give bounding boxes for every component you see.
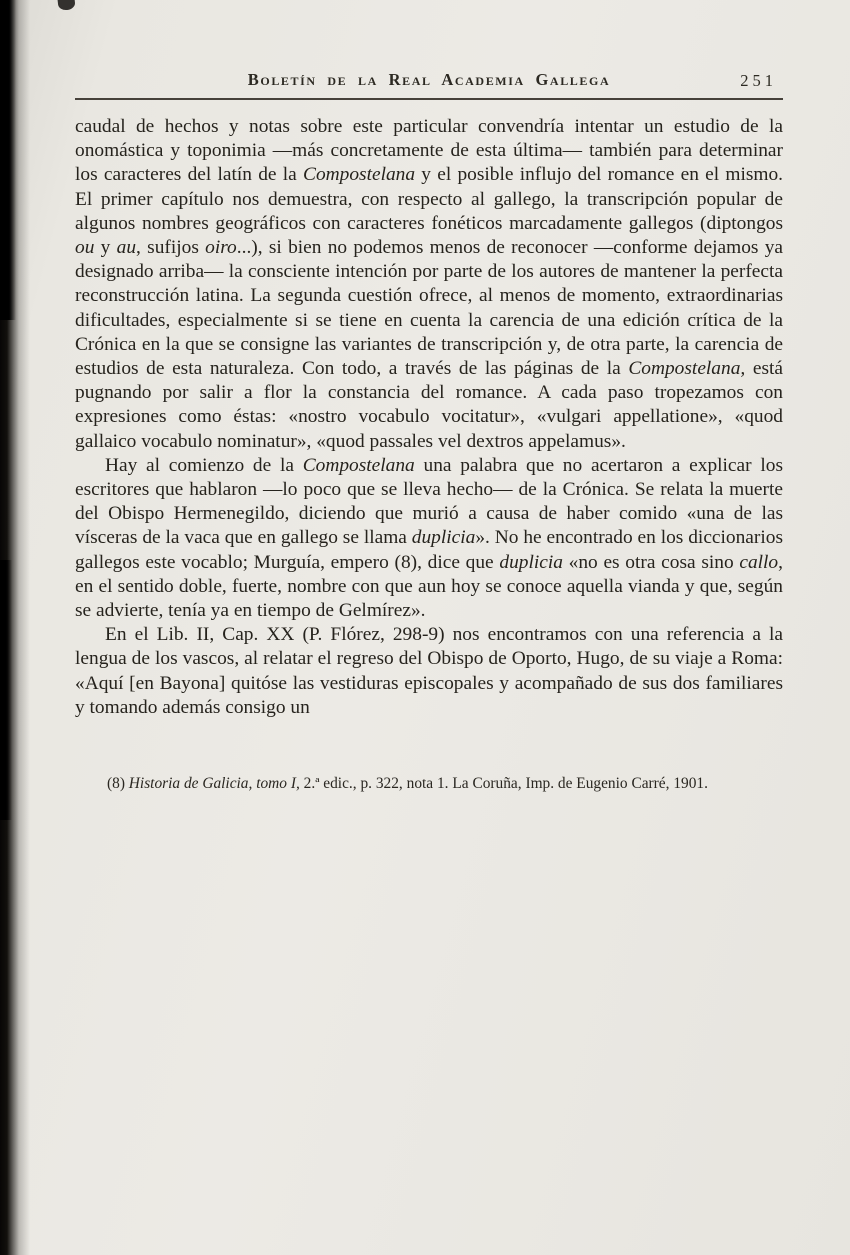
italic-text: ou — [75, 237, 95, 259]
italic-text: callo — [739, 551, 779, 573]
italic-text: Compostelana, — [628, 358, 746, 380]
text-run: En el Lib. II, Cap. XX (P. Flórez, 298-9) nos encontramos con una referencia a la lengua de los vascos, al relatar el regreso del Obispo de Oporto, Hugo, de su viaje a Roma: «Aquí [en Bayona] quitóse las vestiduras episcopales y acompañado de sus dos familiares y tomando además consigo un — [75, 624, 783, 718]
journal-title: Boletín de la Real Academia Gallega — [247, 70, 611, 89]
text-run: ...), si bien no podemos menos de reconocer —conforme dejamos ya designado arriba— la consciente intención por parte de los autores de mantener la perfecta reconstrucción latina. La segunda cuestión ofrece, al menos de momento, extraordinarias dificultades, especialmente si se tiene en cuenta la carencia de una edición crítica de la Crónica en la que se consigne las variantes de transcripción y, de otra parte, la carencia de estudios de esta naturaleza. Con todo, a través de las páginas de la — [75, 237, 784, 380]
text-run: caudal de hechos y notas sobre este particular convendría intentar un estudio de la onomástica y toponimia —más concretamente de esta última— también para determinar los caracteres del latín de la — [75, 116, 783, 186]
text-run: , en el sentido doble, fuerte, nombre con que aun hoy se conoce aquella vianda y que, según se advierte, tenía ya en tiempo de Gelmírez». — [75, 551, 783, 622]
footnote — [75, 774, 783, 794]
page-number: 251 — [740, 71, 777, 90]
scan-artifact — [0, 0, 16, 320]
page-header — [75, 70, 783, 94]
paragraph — [75, 623, 783, 720]
text-run: (8) — [107, 775, 129, 793]
italic-text: duplicia — [411, 527, 476, 549]
italic-text: Historia de Galicia, tomo I, — [128, 775, 300, 793]
text-run: «no es otra cosa sino — [562, 551, 740, 573]
page-body — [75, 115, 783, 720]
italic-text: duplicia — [499, 551, 563, 573]
book-binding-shadow — [0, 0, 30, 1255]
text-run: Hay al comienzo de la — [105, 454, 303, 476]
scan-artifact — [0, 560, 12, 820]
text-run: , sufijos — [136, 237, 206, 259]
paragraph — [75, 454, 783, 623]
page-content — [75, 70, 783, 794]
text-run: está pugnando por salir a flor la constancia del romance. A cada paso tropezamos con expresiones como éstas: «nostro vocabulo vocitatur», «vulgari appellatione», «quod gallaico vocabulo nominatur», «quod passales vel dextros appelamus». — [75, 358, 784, 452]
italic-text: au — [116, 237, 137, 259]
paragraph — [75, 115, 783, 454]
italic-text: Compostelana — [302, 454, 415, 476]
text-run: y el posible influjo del romance en el mismo. El primer capítulo nos demuestra, con respecto al gallego, la transcripción popular de algunos nombres geográficos con caracteres fonéticos marcadamente gallegos (diptongos — [75, 164, 784, 234]
header-rule — [75, 98, 783, 100]
text-run: y — [94, 237, 117, 259]
italic-text: Compostelana — [303, 164, 416, 186]
italic-text: oiro — [205, 237, 237, 259]
text-run: 2.ª edic., p. 322, nota 1. La Coruña, Imp. de Eugenio Carré, 1901. — [299, 775, 708, 793]
scan-artifact — [57, 0, 75, 11]
text-run: ». No he encontrado en los diccionarios gallegos este vocablo; Murguía, empero (8), dice que — [75, 527, 783, 573]
text-run: una palabra que no acertaron a explicar los escritores que hablaron —lo poco que se lleva hecho— de la Crónica. Se relata la muerte del Obispo Hermenegildo, diciendo que murió a causa de haber comido «una de las vísceras de la vaca que en gallego se llama — [75, 454, 783, 549]
